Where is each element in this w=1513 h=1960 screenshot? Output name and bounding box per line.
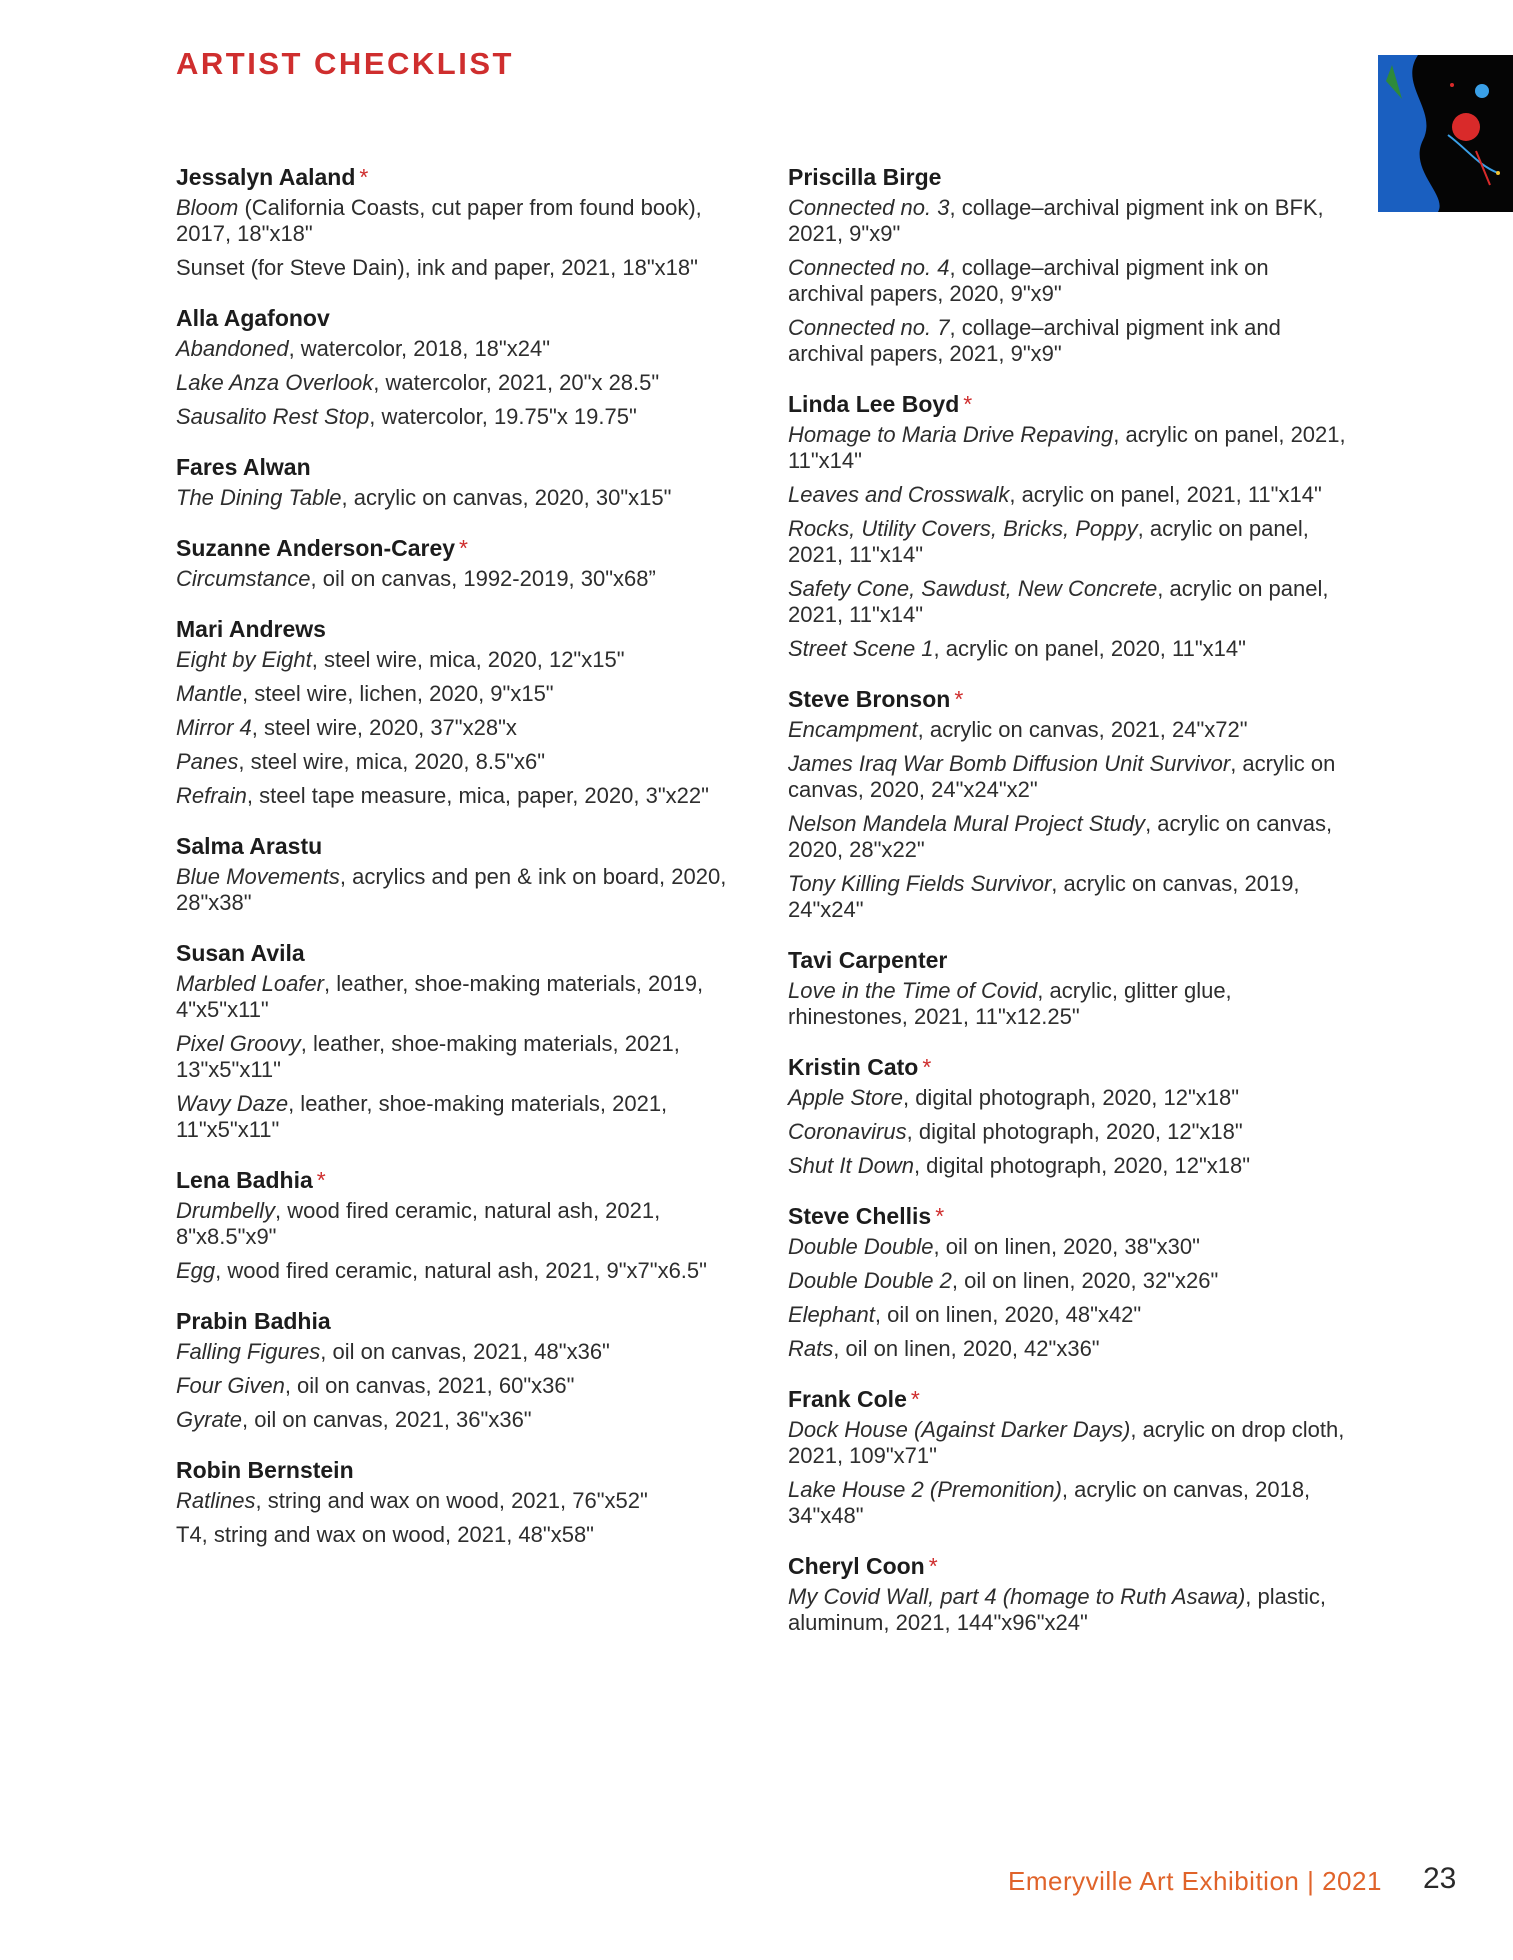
artwork-details: , digital photograph, 2020, 12"x18" [902,1085,1240,1110]
artwork-line [788,871,1348,923]
artwork-details: , acrylic on canvas, 2020, 28"x22" [788,811,1333,862]
artwork-title: Refrain [176,783,247,808]
artist-name-text: Robin Bernstein [176,1457,354,1483]
artwork-title: Ratlines [176,1488,256,1513]
asterisk-icon: * [963,391,973,417]
artwork-line [788,482,1348,508]
artwork-title: Double Double 2 [788,1268,952,1293]
artist-entry [788,945,1348,1030]
artwork-title: Eight by Eight [176,647,312,672]
artwork-line [788,255,1348,307]
artwork-title: Connected no. 4 [788,255,950,280]
artist-name-text: Tavi Carpenter [788,947,948,973]
artist-name-text: Kristin Cato [788,1054,919,1080]
artwork-details: , oil on linen, 2020, 42"x36" [833,1336,1100,1361]
artwork-line [176,1258,736,1284]
artist-name [176,831,736,861]
artwork-line [788,422,1348,474]
artist-entry [176,1455,736,1548]
artist-entry [176,938,736,1143]
artwork-details: , collage–archival pigment ink on BFK, 2021, 9"x9" [788,195,1324,246]
artwork-title: Rats [788,1336,834,1361]
artwork-line [788,516,1348,568]
artist-name [176,1165,736,1195]
artwork-details: , acrylic on canvas, 2021, 24"x72" [917,717,1248,742]
artwork-line [176,749,736,775]
artwork-details: , oil on linen, 2020, 32"x26" [951,1268,1219,1293]
artwork-line [176,715,736,741]
artwork-details: , oil on canvas, 2021, 60"x36" [284,1373,575,1398]
artist-name-text: Frank Cole [788,1386,907,1412]
artist-entry [788,1551,1348,1636]
artist-entry [176,533,736,592]
artwork-details: , digital photograph, 2020, 12"x18" [906,1119,1243,1144]
artwork-details: , acrylic, glitter glue, rhinestones, 2021, 11"x12.25" [788,978,1232,1029]
artwork-details: , collage–archival pigment ink on archival papers, 2020, 9"x9" [788,255,1269,306]
artist-name [788,945,1348,975]
artwork-line [176,1488,736,1514]
artwork-line [788,636,1348,662]
artist-name-text: Suzanne Anderson-Carey [176,535,456,561]
artist-entry [176,452,736,511]
artwork-title: The Dining Table [176,485,342,510]
artwork-title: Mirror 4 [176,715,252,740]
artwork-title: Shut It Down [788,1153,914,1178]
artwork-line [788,1302,1348,1328]
artwork-title: Blue Movements [176,864,340,889]
artwork-details: , acrylic on panel, 2021, 11"x14" [788,516,1309,567]
artist-name-text: Linda Lee Boyd [788,391,960,417]
artwork-line [176,195,736,247]
artist-name-text: Salma Arastu [176,833,323,859]
artwork-line [176,1031,736,1083]
artist-name-text: Steve Bronson [788,686,951,712]
asterisk-icon: * [910,1386,920,1412]
artwork-line [788,1268,1348,1294]
decorative-artwork-thumbnail [1378,55,1513,212]
artwork-details: , acrylic on panel, 2021, 11"x14" [1009,482,1322,507]
artwork-title: Love in the Time of Covid [788,978,1038,1003]
artist-name-text: Fares Alwan [176,454,311,480]
asterisk-icon: * [459,535,468,561]
artwork-details: , acrylic on canvas, 2019, 24"x24" [788,871,1300,922]
artist-entry [788,1052,1348,1179]
artwork-line [176,1522,736,1548]
artwork-details: , leather, shoe-making materials, 2021, 13"x5"x11" [176,1031,680,1082]
artwork-line [176,255,736,281]
artwork-title: James Iraq War Bomb Diffusion Unit Survivor [788,751,1231,776]
artwork-line [176,971,736,1023]
artwork-details: , watercolor, 2021, 20"x 28.5" [373,370,660,395]
artist-name-text: Susan Avila [176,940,305,966]
artwork-line [788,195,1348,247]
artwork-title: Encampment [788,717,918,742]
artwork-details: (California Coasts, cut paper from found book), 2017, 18"x18" [176,195,702,246]
artist-entry [788,1384,1348,1529]
artwork-line [788,717,1348,743]
artwork-title: Nelson Mandela Mural Project Study [788,811,1146,836]
artwork-title: Rocks, Utility Covers, Bricks, Poppy [788,516,1138,541]
artwork-line [788,1417,1348,1469]
footer-exhibition-title: Emeryville Art Exhibition | 2021 [1008,1866,1382,1896]
artwork-title: Drumbelly [176,1198,276,1223]
artwork-details: , string and wax on wood, 2021, 76"x52" [255,1488,648,1513]
artwork-line [176,566,736,592]
artwork-title: Connected no. 7 [788,315,950,340]
artwork-line [788,1085,1348,1111]
artwork-line [176,647,736,673]
artwork-details: , steel tape measure, mica, paper, 2020, 3"x22" [246,783,709,808]
artist-name [788,1052,1348,1082]
artwork-line [176,681,736,707]
artwork-title: Panes [176,749,239,774]
artist-name [176,614,736,644]
artwork-title: Egg [176,1258,216,1283]
artwork-details: , acrylic on drop cloth, 2021, 109"x71" [788,1417,1345,1468]
artist-name-text: Alla Agafonov [176,305,330,331]
artwork-details: , steel wire, mica, 2020, 12"x15" [311,647,625,672]
artwork-line [176,1339,736,1365]
artist-name-text: Priscilla Birge [788,164,942,190]
artwork-details: , oil on canvas, 1992-2019, 30"x68” [310,566,656,591]
artist-name [788,389,1348,419]
artwork-title: Connected no. 3 [788,195,950,220]
asterisk-icon: * [359,164,369,190]
artwork-line [176,783,736,809]
artwork-details: , acrylic on canvas, 2020, 24"x24"x2" [788,751,1336,802]
artwork-details: , acrylic on panel, 2021, 11"x14" [788,576,1329,627]
artist-entry [176,1165,736,1284]
artwork-title: Four Given [176,1373,285,1398]
artist-name [788,1384,1348,1414]
artist-entry [176,831,736,916]
artwork-details: , steel wire, 2020, 37"x28"x [251,715,517,740]
artist-name [176,303,736,333]
artist-name [176,1455,736,1485]
artwork-title: Pixel Groovy [176,1031,301,1056]
artist-entry [176,1306,736,1433]
artwork-details: , acrylic on canvas, 2018, 34"x48" [788,1477,1311,1528]
artwork-title: My Covid Wall, part 4 (homage to Ruth Asawa) [788,1584,1246,1609]
artwork-details: , oil on linen, 2020, 38"x30" [933,1234,1200,1259]
artwork-line [788,1119,1348,1145]
artwork-details: , acrylic on panel, 2021, 11"x14" [788,422,1346,473]
artist-entry [788,162,1348,367]
artist-name [788,162,1348,192]
artwork-details: , acrylic on canvas, 2020, 30"x15" [341,485,672,510]
artist-name [176,938,736,968]
artist-name [176,533,736,563]
artwork-title: Apple Store [788,1085,903,1110]
artwork-title: Gyrate [176,1407,243,1432]
artwork-line [176,1373,736,1399]
artist-name [176,162,736,192]
artist-name [788,1201,1348,1231]
artwork-details: , collage–archival pigment ink and archival papers, 2021, 9"x9" [788,315,1281,366]
artwork-line [176,864,736,916]
artist-name-text: Mari Andrews [176,616,326,642]
artwork-details: , wood fired ceramic, natural ash, 2021, 9"x7"x6.5" [215,1258,707,1283]
artwork-title: Lake House 2 (Premonition) [788,1477,1062,1502]
artwork-line [788,751,1348,803]
artwork-title: Tony Killing Fields Survivor [788,871,1052,896]
artwork-title: Falling Figures [176,1339,321,1364]
artwork-line [788,978,1348,1030]
page-number: 23 [1423,1862,1457,1895]
artist-entry [176,303,736,430]
asterisk-icon: * [935,1203,945,1229]
artwork-details: T4, string and wax on wood, 2021, 48"x58" [176,1522,594,1547]
asterisk-icon: * [928,1553,938,1579]
artwork-line [788,1584,1348,1636]
artist-name-text: Prabin Badhia [176,1308,331,1334]
asterisk-icon: * [922,1054,932,1080]
artwork-title: Safety Cone, Sawdust, New Concrete [788,576,1158,601]
artwork-line [176,404,736,430]
artwork-line [788,1153,1348,1179]
artwork-title: Bloom [176,195,239,220]
artwork-details: , plastic, aluminum, 2021, 144"x96"x24" [788,1584,1326,1635]
asterisk-icon: * [316,1167,326,1193]
asterisk-icon: * [954,686,964,712]
artwork-line [176,336,736,362]
artwork-line [788,1336,1348,1362]
artist-name [788,684,1348,714]
artist-column-right [788,162,1348,1658]
artist-name-text: Lena Badhia [176,1167,313,1193]
artwork-details: Sunset (for Steve Dain), ink and paper, 2021, 18"x18" [176,255,698,280]
artwork-details: , oil on canvas, 2021, 48"x36" [320,1339,610,1364]
artwork-details: , digital photograph, 2020, 12"x18" [913,1153,1251,1178]
artwork-details: , oil on canvas, 2021, 36"x36" [242,1407,532,1432]
artwork-title: Abandoned [176,336,289,361]
artist-name [788,1551,1348,1581]
artwork-line [176,370,736,396]
artwork-line [176,1198,736,1250]
artwork-title: Homage to Maria Drive Repaving [788,422,1114,447]
artwork-line [176,1091,736,1143]
artwork-details: , acrylic on panel, 2020, 11"x14" [933,636,1246,661]
artwork-title: Leaves and Crosswalk [788,482,1010,507]
artwork-line [176,485,736,511]
artwork-details: , wood fired ceramic, natural ash, 2021, 8"x8.5"x9" [176,1198,661,1249]
artist-entry [176,162,736,281]
artwork-title: Dock House (Against Darker Days) [788,1417,1131,1442]
artwork-line [788,576,1348,628]
artist-entry [788,684,1348,923]
artwork-details: , leather, shoe-making materials, 2021, 11"x5"x11" [176,1091,668,1142]
artwork-title: Lake Anza Overlook [176,370,374,395]
artwork-title: Coronavirus [788,1119,907,1144]
artist-entry [788,1201,1348,1362]
artwork-title: Sausalito Rest Stop [176,404,370,429]
artwork-details: , watercolor, 2018, 18"x24" [288,336,551,361]
artist-name-text: Steve Chellis [788,1203,932,1229]
artist-entry [176,614,736,809]
artist-name [176,452,736,482]
artwork-details: , acrylics and pen & ink on board, 2020, 28"x38" [176,864,727,915]
page-title: ARTIST CHECKLIST [176,46,514,81]
artwork-line [176,1407,736,1433]
artwork-details: , steel wire, lichen, 2020, 9"x15" [242,681,554,706]
artwork-details: , leather, shoe-making materials, 2019, 4"x5"x11" [176,971,704,1022]
artwork-details: , steel wire, mica, 2020, 8.5"x6" [238,749,546,774]
artist-column-left [176,162,736,1570]
artwork-line [788,1234,1348,1260]
artist-name [176,1306,736,1336]
artwork-title: Wavy Daze [176,1091,289,1116]
artwork-title: Elephant [788,1302,875,1327]
artist-name-text: Cheryl Coon [788,1553,925,1579]
artwork-details: , watercolor, 19.75"x 19.75" [369,404,637,429]
artwork-title: Double Double [788,1234,934,1259]
artwork-line [788,1477,1348,1529]
artwork-line [788,811,1348,863]
artwork-title: Mantle [176,681,243,706]
artwork-title: Marbled Loafer [176,971,324,996]
artwork-title: Street Scene 1 [788,636,934,661]
artwork-details: , oil on linen, 2020, 48"x42" [874,1302,1142,1327]
artwork-line [788,315,1348,367]
artist-name-text: Jessalyn Aaland [176,164,356,190]
artist-entry [788,389,1348,662]
artwork-title: Circumstance [176,566,311,591]
